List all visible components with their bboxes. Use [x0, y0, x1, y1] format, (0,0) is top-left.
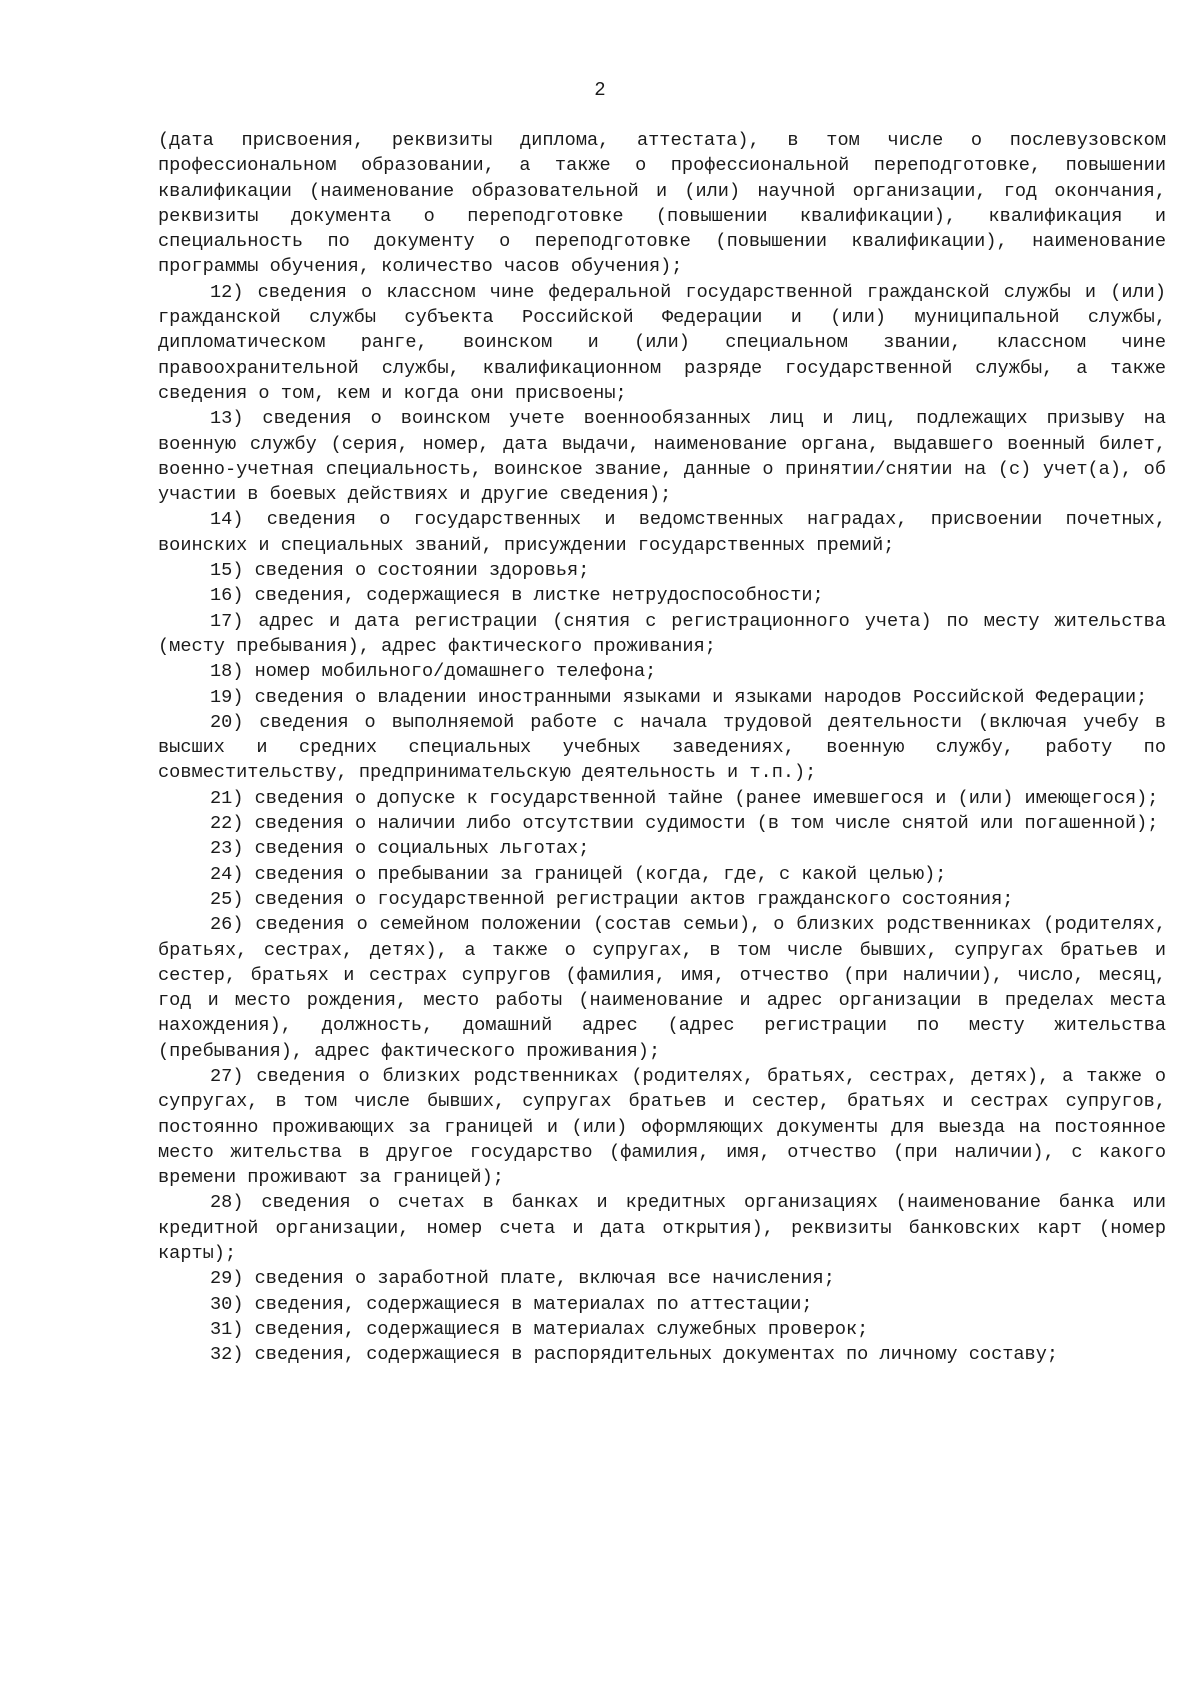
list-item-24: 24) сведения о пребывании за границей (когда, где, с какой целью); [210, 863, 947, 885]
list-item-17: 17) адрес и дата регистрации (снятия с регистрационного учета) по месту жительства (месту пребывания), адрес фактического проживания; [158, 610, 1166, 657]
list-item-27: 27) сведения о близких родственниках (родителях, братьях, сестрах, детях), а также о супругах, в том числе бывших, супругах братьев и сестер, братьях и сестрах супругов, постоянно проживающих за границей и (или) оформляющих документы для выезда на постоянное место жительства в другое государство (фамилия, имя, отчество (при наличии), с какого времени проживают за границей); [158, 1065, 1166, 1189]
list-item-30: 30) сведения, содержащиеся в материалах по аттестации; [210, 1293, 813, 1315]
list-item-16: 16) сведения, содержащиеся в листке нетрудоспособности; [210, 585, 824, 607]
document-body [158, 128, 1166, 1368]
list-item-25: 25) сведения о государственной регистрации актов гражданского состояния; [210, 888, 1014, 910]
list-item-31: 31) сведения, содержащиеся в материалах служебных проверок; [210, 1318, 869, 1340]
list-item-21: 21) сведения о допуске к государственной тайне (ранее имевшегося и (или) имеющегося); [210, 787, 1159, 809]
list-item-23: 23) сведения о социальных льготах; [210, 838, 590, 860]
list-item-18: 18) номер мобильного/домашнего телефона; [210, 661, 657, 683]
list-item-32: 32) сведения, содержащиеся в распорядительных документах по личному составу; [210, 1344, 1059, 1366]
list-item-26: 26) сведения о семейном положении (состав семьи), о близких родственниках (родителях, братьях, сестрах, детях), а также о супругах, в том числе бывших, супругах братьев и сестер, братьях и сестрах супругов (фамилия, имя, отчество (при наличии), число, месяц, год и место рождения, место работы (наименование и адрес организации в пределах места нахождения), должность, домашний адрес (адрес регистрации по месту жительства (пребывания), адрес фактического проживания); [158, 914, 1166, 1062]
list-item-19: 19) сведения о владении иностранными языками и языками народов Российской Федерации; [210, 686, 1148, 708]
list-item-15: 15) сведения о состоянии здоровья; [210, 560, 590, 582]
list-item-28: 28) сведения о счетах в банках и кредитных организациях (наименование банка или кредитной организации, номер счета и дата открытия), реквизиты банковских карт (номер карты); [158, 1192, 1166, 1265]
paragraph-continuation: (дата присвоения, реквизиты диплома, аттестата), в том числе о послевузовском профессиональном образовании, а также о профессиональной переподготовке, повышении квалификации (наименование образовательной и (или) научной организации, год окончания, реквизиты документа о переподготовке (повышении квалификации), квалификация и специальность по документу о переподготовке (повышении квалификации), наименование программы обучения, количество часов обучения); [158, 130, 1166, 278]
list-item-22: 22) сведения о наличии либо отсутствии судимости (в том числе снятой или погашенной); [210, 813, 1159, 835]
page-number: 2 [594, 79, 606, 101]
list-item-14: 14) сведения о государственных и ведомственных наградах, присвоении почетных, воинских и специальных званий, присуждении государственных премий; [158, 509, 1166, 556]
list-item-13: 13) сведения о воинском учете военнообязанных лиц и лиц, подлежащих призыву на военную службу (серия, номер, дата выдачи, наименование органа, выдавшего военный билет, военно-учетная специальность, воинское звание, данные о принятии/снятии на (с) учет(а), об участии в боевых действиях и другие сведения); [158, 408, 1166, 506]
list-item-20: 20) сведения о выполняемой работе с начала трудовой деятельности (включая учебу в высших и средних специальных учебных заведениях, военную службу, работу по совместительству, предпринимательскую деятельность и т.п.); [158, 711, 1166, 784]
list-item-12: 12) сведения о классном чине федеральной государственной гражданской службы и (или) гражданской службы субъекта Российской Федерации и (или) муниципальной службы, дипломатическом ранге, воинском и (или) специальном звании, классном чине правоохранительной службы, квалификационном разряде государственной службы, а также сведения о том, кем и когда они присвоены; [158, 281, 1166, 404]
list-item-29: 29) сведения о заработной плате, включая все начисления; [210, 1268, 835, 1290]
